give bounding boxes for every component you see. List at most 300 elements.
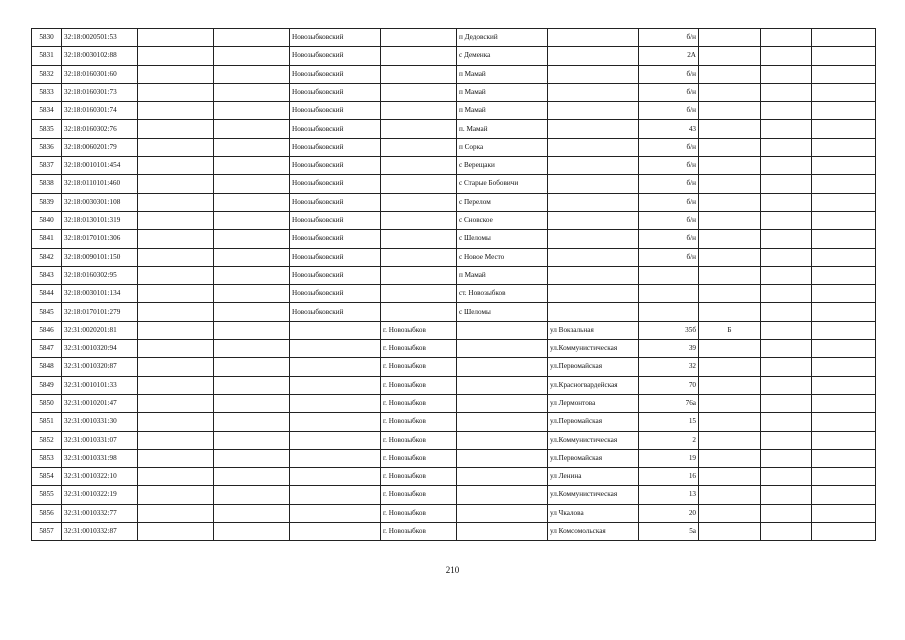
building-letter (699, 83, 761, 101)
district (290, 504, 381, 522)
empty-cell (214, 120, 290, 138)
street: ул.Первомайская (548, 449, 639, 467)
table-row (32, 394, 876, 412)
street: ул.Красногвардейская (548, 376, 639, 394)
empty-cell (812, 157, 876, 175)
city: г. Новозыбков (381, 340, 457, 358)
cadastral-number: 32:31:0010332:77 (62, 504, 138, 522)
cadastral-number: 32:18:0170101:306 (62, 230, 138, 248)
building-letter (699, 285, 761, 303)
settlement (457, 321, 548, 339)
building-letter (699, 248, 761, 266)
empty-cell (138, 431, 214, 449)
city: г. Новозыбков (381, 468, 457, 486)
row-number: 5830 (32, 29, 62, 47)
cadastral-number: 32:18:0160302:95 (62, 266, 138, 284)
empty-cell (138, 248, 214, 266)
settlement: с Сновское (457, 211, 548, 229)
empty-cell (812, 504, 876, 522)
settlement: п Дедовский (457, 29, 548, 47)
district: Новозыбковский (290, 266, 381, 284)
empty-cell (761, 376, 812, 394)
district (290, 340, 381, 358)
empty-cell (138, 29, 214, 47)
empty-cell (812, 285, 876, 303)
empty-cell (761, 504, 812, 522)
empty-cell (812, 83, 876, 101)
empty-cell (214, 266, 290, 284)
house-number: 35б (639, 321, 699, 339)
house-number: б/н (639, 29, 699, 47)
settlement: п Мамай (457, 83, 548, 101)
table-row (32, 47, 876, 65)
city: г. Новозыбков (381, 376, 457, 394)
district: Новозыбковский (290, 193, 381, 211)
cadastral-number: 32:31:0010320:94 (62, 340, 138, 358)
house-number: 70 (639, 376, 699, 394)
empty-cell (812, 303, 876, 321)
table-row (32, 193, 876, 211)
street: ул.Коммунистическая (548, 486, 639, 504)
settlement: п Мамай (457, 266, 548, 284)
empty-cell (761, 83, 812, 101)
empty-cell (138, 175, 214, 193)
house-number: 19 (639, 449, 699, 467)
street: ул Чкалова (548, 504, 639, 522)
empty-cell (214, 504, 290, 522)
table-row (32, 376, 876, 394)
empty-cell (761, 321, 812, 339)
street (548, 211, 639, 229)
table-row (32, 303, 876, 321)
empty-cell (214, 413, 290, 431)
street (548, 266, 639, 284)
row-number: 5845 (32, 303, 62, 321)
empty-cell (812, 248, 876, 266)
street (548, 29, 639, 47)
settlement: с Старые Бобовичи (457, 175, 548, 193)
empty-cell (812, 102, 876, 120)
house-number (639, 266, 699, 284)
empty-cell (214, 157, 290, 175)
empty-cell (214, 102, 290, 120)
cadastral-number: 32:31:0010322:19 (62, 486, 138, 504)
empty-cell (214, 47, 290, 65)
city (381, 157, 457, 175)
street: ул.Коммунистическая (548, 340, 639, 358)
cadastral-number: 32:31:0010101:33 (62, 376, 138, 394)
district: Новозыбковский (290, 47, 381, 65)
empty-cell (214, 193, 290, 211)
building-letter (699, 523, 761, 541)
city: г. Новозыбков (381, 413, 457, 431)
table-row (32, 431, 876, 449)
street (548, 230, 639, 248)
city (381, 175, 457, 193)
cadastral-number: 32:31:0010201:47 (62, 394, 138, 412)
empty-cell (214, 340, 290, 358)
cadastral-number: 32:18:0130101:319 (62, 211, 138, 229)
settlement: с Деменка (457, 47, 548, 65)
settlement (457, 431, 548, 449)
settlement: п Мамай (457, 65, 548, 83)
row-number: 5839 (32, 193, 62, 211)
cadastral-number: 32:18:0170101:279 (62, 303, 138, 321)
street: ул.Первомайская (548, 358, 639, 376)
street (548, 138, 639, 156)
settlement: с Новое Место (457, 248, 548, 266)
settlement: с Верещаки (457, 157, 548, 175)
settlement (457, 468, 548, 486)
empty-cell (138, 303, 214, 321)
street: ул Комсомольская (548, 523, 639, 541)
house-number: 39 (639, 340, 699, 358)
empty-cell (138, 321, 214, 339)
street (548, 193, 639, 211)
empty-cell (214, 248, 290, 266)
city (381, 266, 457, 284)
house-number: б/н (639, 157, 699, 175)
row-number: 5841 (32, 230, 62, 248)
cadastral-number: 32:18:0020501:53 (62, 29, 138, 47)
street (548, 83, 639, 101)
empty-cell (812, 413, 876, 431)
empty-cell (214, 358, 290, 376)
cadastral-number: 32:18:0030301:108 (62, 193, 138, 211)
street (548, 285, 639, 303)
empty-cell (214, 303, 290, 321)
building-letter (699, 193, 761, 211)
settlement (457, 413, 548, 431)
building-letter (699, 340, 761, 358)
cadastral-number: 32:31:0010320:87 (62, 358, 138, 376)
empty-cell (812, 449, 876, 467)
house-number: б/н (639, 138, 699, 156)
table-row (32, 266, 876, 284)
house-number: б/н (639, 211, 699, 229)
row-number: 5850 (32, 394, 62, 412)
row-number: 5854 (32, 468, 62, 486)
empty-cell (214, 65, 290, 83)
empty-cell (812, 321, 876, 339)
cadastral-number: 32:18:0060201:79 (62, 138, 138, 156)
settlement: ст. Новозыбков (457, 285, 548, 303)
empty-cell (138, 211, 214, 229)
settlement: с Шеломы (457, 303, 548, 321)
house-number: 13 (639, 486, 699, 504)
house-number: 32 (639, 358, 699, 376)
empty-cell (138, 193, 214, 211)
table-body (32, 29, 876, 541)
building-letter (699, 157, 761, 175)
cadastral-number: 32:18:0160301:60 (62, 65, 138, 83)
district: Новозыбковский (290, 102, 381, 120)
empty-cell (761, 340, 812, 358)
empty-cell (138, 486, 214, 504)
empty-cell (761, 248, 812, 266)
row-number: 5852 (32, 431, 62, 449)
row-number: 5842 (32, 248, 62, 266)
district (290, 358, 381, 376)
building-letter (699, 138, 761, 156)
table-row (32, 175, 876, 193)
district: Новозыбковский (290, 248, 381, 266)
empty-cell (138, 340, 214, 358)
empty-cell (214, 394, 290, 412)
empty-cell (812, 29, 876, 47)
street: ул Вокзальная (548, 321, 639, 339)
table-row (32, 340, 876, 358)
district: Новозыбковский (290, 83, 381, 101)
street: ул Лермонтова (548, 394, 639, 412)
table-row (32, 230, 876, 248)
building-letter (699, 376, 761, 394)
street (548, 102, 639, 120)
empty-cell (214, 449, 290, 467)
empty-cell (761, 120, 812, 138)
district: Новозыбковский (290, 211, 381, 229)
empty-cell (761, 65, 812, 83)
table-row (32, 248, 876, 266)
building-letter (699, 468, 761, 486)
district: Новозыбковский (290, 303, 381, 321)
settlement (457, 376, 548, 394)
house-number: б/н (639, 230, 699, 248)
empty-cell (138, 449, 214, 467)
empty-cell (812, 394, 876, 412)
table-row (32, 413, 876, 431)
house-number: б/н (639, 65, 699, 83)
city (381, 193, 457, 211)
row-number: 5857 (32, 523, 62, 541)
row-number: 5840 (32, 211, 62, 229)
settlement: с Шеломы (457, 230, 548, 248)
empty-cell (138, 523, 214, 541)
empty-cell (761, 486, 812, 504)
city (381, 285, 457, 303)
building-letter (699, 504, 761, 522)
house-number: 5а (639, 523, 699, 541)
row-number: 5832 (32, 65, 62, 83)
building-letter (699, 486, 761, 504)
empty-cell (812, 340, 876, 358)
empty-cell (138, 230, 214, 248)
empty-cell (138, 102, 214, 120)
street: ул.Первомайская (548, 413, 639, 431)
empty-cell (214, 285, 290, 303)
cadastral-number: 32:18:0160301:74 (62, 102, 138, 120)
empty-cell (214, 211, 290, 229)
empty-cell (761, 175, 812, 193)
district: Новозыбковский (290, 120, 381, 138)
city: г. Новозыбков (381, 321, 457, 339)
empty-cell (812, 120, 876, 138)
street (548, 157, 639, 175)
table-row (32, 504, 876, 522)
empty-cell (812, 230, 876, 248)
page-number: 210 (445, 565, 460, 575)
empty-cell (761, 431, 812, 449)
empty-cell (138, 157, 214, 175)
empty-cell (138, 138, 214, 156)
empty-cell (138, 376, 214, 394)
house-number: 16 (639, 468, 699, 486)
city: г. Новозыбков (381, 523, 457, 541)
empty-cell (138, 394, 214, 412)
row-number: 5835 (32, 120, 62, 138)
city: г. Новозыбков (381, 431, 457, 449)
settlement (457, 504, 548, 522)
row-number: 5843 (32, 266, 62, 284)
city: г. Новозыбков (381, 394, 457, 412)
empty-cell (214, 138, 290, 156)
street (548, 120, 639, 138)
cadastral-number: 32:31:0010322:10 (62, 468, 138, 486)
district (290, 394, 381, 412)
building-letter (699, 266, 761, 284)
empty-cell (812, 65, 876, 83)
cadastral-number: 32:31:0010331:07 (62, 431, 138, 449)
house-number: б/н (639, 193, 699, 211)
house-number: б/н (639, 102, 699, 120)
settlement: п Сорка (457, 138, 548, 156)
empty-cell (214, 486, 290, 504)
building-letter (699, 449, 761, 467)
street (548, 175, 639, 193)
building-letter (699, 303, 761, 321)
empty-cell (812, 431, 876, 449)
street (548, 303, 639, 321)
table-row (32, 83, 876, 101)
table-row (32, 65, 876, 83)
building-letter (699, 211, 761, 229)
empty-cell (214, 83, 290, 101)
row-number: 5834 (32, 102, 62, 120)
empty-cell (812, 358, 876, 376)
empty-cell (214, 376, 290, 394)
empty-cell (812, 138, 876, 156)
building-letter (699, 175, 761, 193)
empty-cell (812, 193, 876, 211)
district: Новозыбковский (290, 29, 381, 47)
house-number (639, 303, 699, 321)
row-number: 5837 (32, 157, 62, 175)
empty-cell (812, 486, 876, 504)
city (381, 138, 457, 156)
street: ул Ленина (548, 468, 639, 486)
district (290, 486, 381, 504)
cadastral-number: 32:18:0030101:134 (62, 285, 138, 303)
table-row (32, 29, 876, 47)
street (548, 248, 639, 266)
cadastral-number: 32:31:0010331:98 (62, 449, 138, 467)
house-number: 43 (639, 120, 699, 138)
cadastral-number: 32:31:0020201:81 (62, 321, 138, 339)
row-number: 5848 (32, 358, 62, 376)
empty-cell (761, 157, 812, 175)
cadastral-number: 32:31:0010331:30 (62, 413, 138, 431)
empty-cell (761, 266, 812, 284)
table-row (32, 285, 876, 303)
settlement (457, 358, 548, 376)
building-letter: Б (699, 321, 761, 339)
row-number: 5856 (32, 504, 62, 522)
district: Новозыбковский (290, 285, 381, 303)
empty-cell (761, 47, 812, 65)
house-number: 2А (639, 47, 699, 65)
city (381, 248, 457, 266)
empty-cell (761, 230, 812, 248)
district: Новозыбковский (290, 65, 381, 83)
row-number: 5833 (32, 83, 62, 101)
cadastral-number: 32:18:0010101:454 (62, 157, 138, 175)
empty-cell (812, 175, 876, 193)
table-row (32, 321, 876, 339)
empty-cell (761, 29, 812, 47)
building-letter (699, 394, 761, 412)
empty-cell (761, 303, 812, 321)
settlement: п Мамай (457, 102, 548, 120)
empty-cell (214, 230, 290, 248)
empty-cell (812, 468, 876, 486)
city (381, 29, 457, 47)
city (381, 211, 457, 229)
cadastral-number: 32:18:0030102:88 (62, 47, 138, 65)
settlement (457, 486, 548, 504)
house-number: б/н (639, 248, 699, 266)
settlement (457, 449, 548, 467)
district (290, 431, 381, 449)
empty-cell (138, 285, 214, 303)
house-number: 76а (639, 394, 699, 412)
street (548, 65, 639, 83)
building-letter (699, 29, 761, 47)
street: ул.Коммунистическая (548, 431, 639, 449)
building-letter (699, 120, 761, 138)
table-row (32, 523, 876, 541)
building-letter (699, 230, 761, 248)
table-row (32, 486, 876, 504)
cadastral-number: 32:18:0090101:150 (62, 248, 138, 266)
empty-cell (761, 449, 812, 467)
row-number: 5844 (32, 285, 62, 303)
district (290, 376, 381, 394)
empty-cell (761, 413, 812, 431)
empty-cell (214, 29, 290, 47)
empty-cell (761, 394, 812, 412)
empty-cell (214, 321, 290, 339)
row-number: 5838 (32, 175, 62, 193)
row-number: 5846 (32, 321, 62, 339)
city (381, 83, 457, 101)
row-number: 5855 (32, 486, 62, 504)
house-number: б/н (639, 175, 699, 193)
empty-cell (761, 138, 812, 156)
city (381, 47, 457, 65)
district (290, 523, 381, 541)
empty-cell (761, 193, 812, 211)
empty-cell (812, 523, 876, 541)
settlement (457, 523, 548, 541)
district: Новозыбковский (290, 230, 381, 248)
empty-cell (761, 358, 812, 376)
empty-cell (138, 266, 214, 284)
empty-cell (761, 211, 812, 229)
city (381, 230, 457, 248)
empty-cell (138, 65, 214, 83)
building-letter (699, 65, 761, 83)
building-letter (699, 47, 761, 65)
